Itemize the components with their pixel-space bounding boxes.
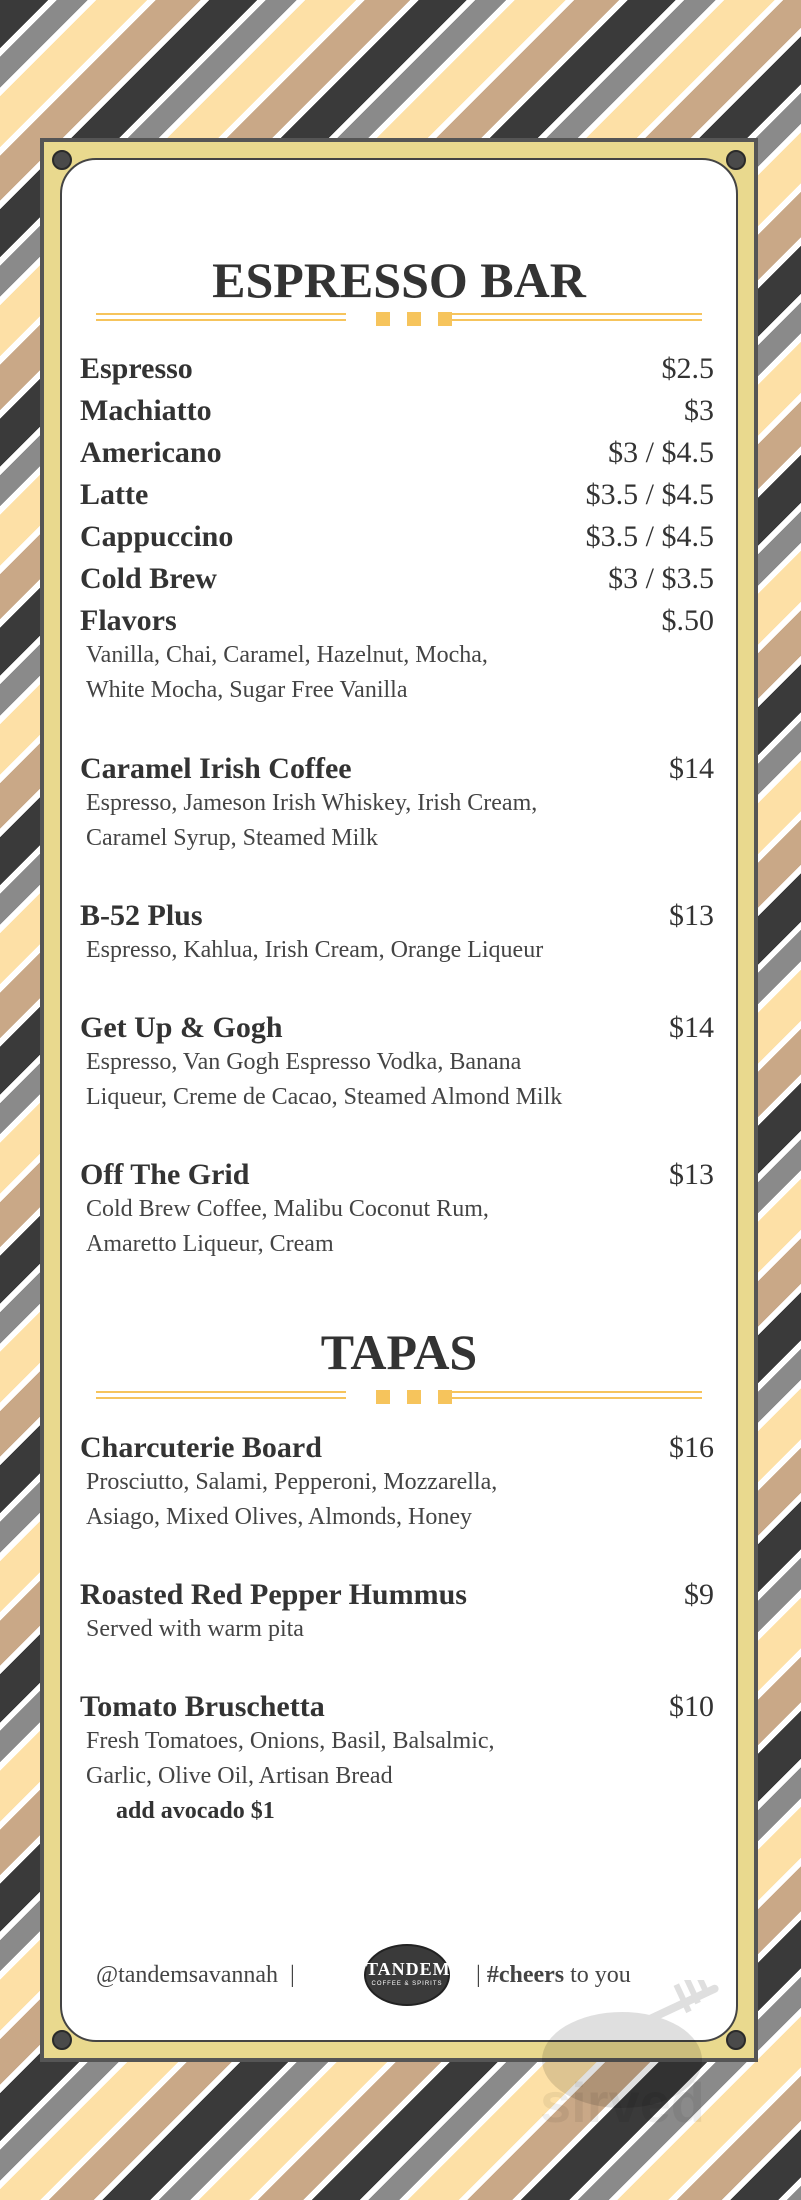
instagram-handle: @tandemsavannah | bbox=[96, 1962, 295, 1988]
item-description: Amaretto Liqueur, Cream bbox=[86, 1231, 334, 1257]
item-description: Asiago, Mixed Olives, Almonds, Honey bbox=[86, 1504, 472, 1530]
watermark-text: sirved bbox=[540, 2071, 705, 2134]
menu-item-cold-brew: Cold Brew $3 / $3.5 bbox=[80, 562, 714, 595]
menu-card bbox=[60, 158, 738, 2042]
item-addon: add avocado $1 bbox=[116, 1798, 275, 1824]
item-description: Vanilla, Chai, Caramel, Hazelnut, Mocha, bbox=[86, 642, 488, 668]
menu-item-flavors: Flavors $.50 bbox=[80, 604, 714, 637]
item-description: White Mocha, Sugar Free Vanilla bbox=[86, 677, 408, 703]
title-divider bbox=[96, 1390, 702, 1404]
menu-item-b52-plus: B-52 Plus $13 bbox=[80, 899, 714, 932]
menu-frame bbox=[40, 138, 758, 2062]
menu-item-caramel-irish-coffee: Caramel Irish Coffee $14 bbox=[80, 752, 714, 785]
menu-item-cappuccino: Cappuccino $3.5 / $4.5 bbox=[80, 520, 714, 553]
menu-item-hummus: Roasted Red Pepper Hummus $9 bbox=[80, 1578, 714, 1611]
item-description: Fresh Tomatoes, Onions, Basil, Balsalmic, bbox=[86, 1728, 495, 1754]
cheers-tagline: | #cheers to you bbox=[476, 1962, 631, 1988]
tandem-logo: TANDEM COFFEE & SPIRITS bbox=[364, 1944, 450, 2006]
menu-item-get-up-and-gogh: Get Up & Gogh $14 bbox=[80, 1011, 714, 1044]
tapas-title: TAPAS bbox=[320, 1324, 478, 1380]
menu-item-off-the-grid: Off The Grid $13 bbox=[80, 1158, 714, 1191]
item-description: Espresso, Jameson Irish Whiskey, Irish Cream, bbox=[86, 790, 538, 816]
item-description: Prosciutto, Salami, Pepperoni, Mozzarella, bbox=[86, 1469, 498, 1495]
item-description: Garlic, Olive Oil, Artisan Bread bbox=[86, 1763, 393, 1789]
menu-item-machiatto: Machiatto $3 bbox=[80, 394, 714, 427]
menu-item-tomato-bruschetta: Tomato Bruschetta $10 bbox=[80, 1690, 714, 1723]
item-description: Cold Brew Coffee, Malibu Coconut Rum, bbox=[86, 1196, 489, 1222]
espresso-bar-title: ESPRESSO BAR bbox=[212, 252, 586, 308]
menu-item-charcuterie-board: Charcuterie Board $16 bbox=[80, 1431, 714, 1464]
item-description: Espresso, Van Gogh Espresso Vodka, Banana bbox=[86, 1049, 522, 1075]
menu-content bbox=[62, 160, 736, 2040]
item-description: Caramel Syrup, Steamed Milk bbox=[86, 825, 378, 851]
item-description: Espresso, Kahlua, Irish Cream, Orange Liqueur bbox=[86, 937, 544, 963]
title-divider bbox=[96, 312, 702, 326]
menu-item-latte: Latte $3.5 / $4.5 bbox=[80, 478, 714, 511]
menu-item-americano: Americano $3 / $4.5 bbox=[80, 436, 714, 469]
menu-item-espresso: Espresso $2.5 bbox=[80, 352, 714, 385]
item-description: Served with warm pita bbox=[86, 1616, 304, 1642]
item-description: Liqueur, Creme de Cacao, Steamed Almond Milk bbox=[86, 1084, 563, 1110]
menu-footer bbox=[0, 1944, 801, 2006]
